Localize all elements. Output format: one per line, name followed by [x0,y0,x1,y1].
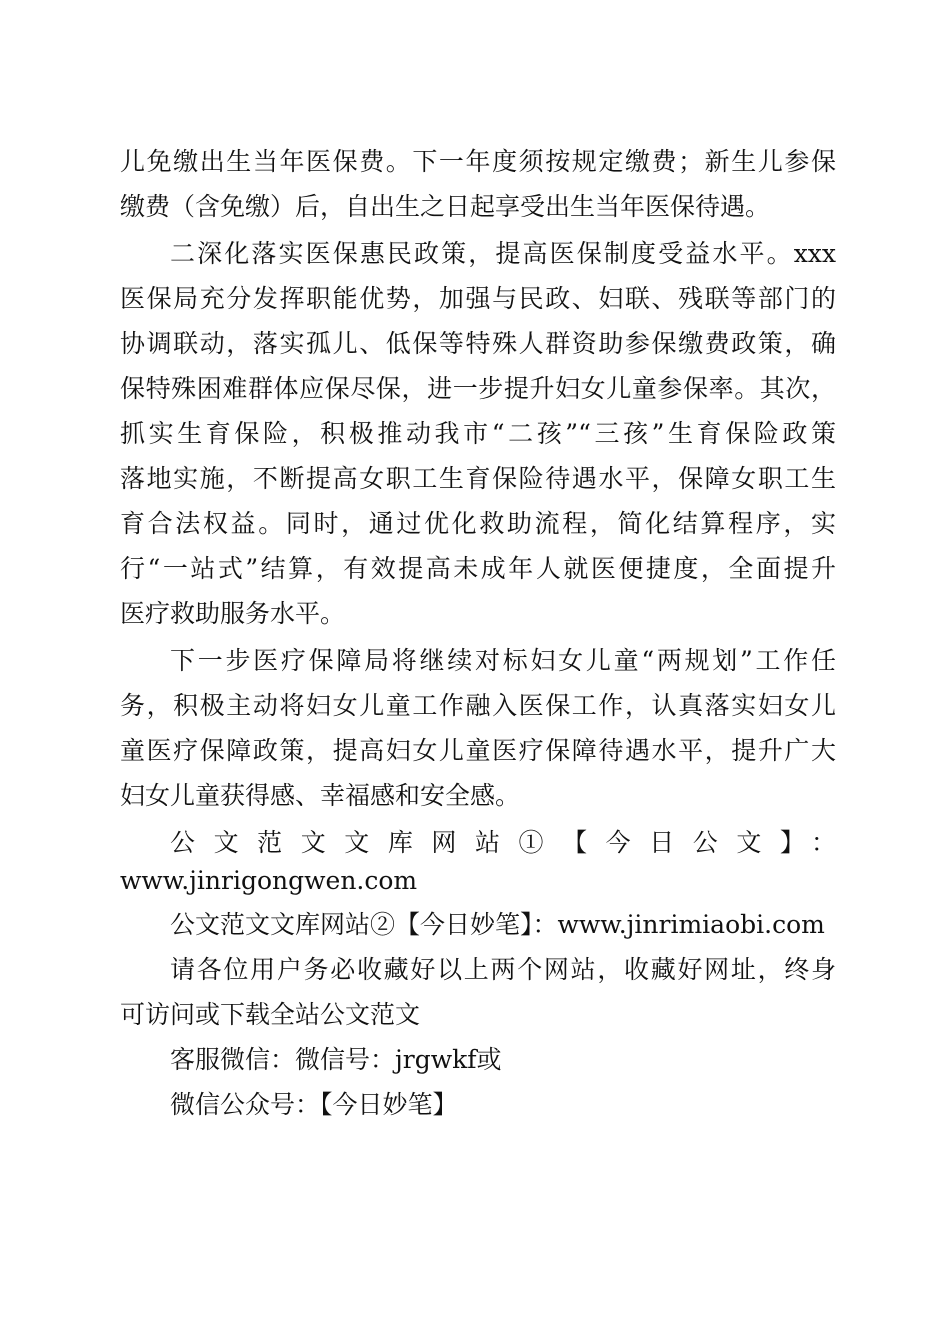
text-line-7: 抓实生育保险，积极推动我市“二孩”“三孩”生育保险政策 [120,419,836,448]
text-line-3: 二深化落实医保惠民政策，提高医保制度受益水平。xxx [170,239,836,268]
text-line-9: 育合法权益。同时，通过优化救助流程，简化结算程序，实 [120,509,836,538]
text-line-11: 医疗救助服务水平。 [120,599,346,628]
customer-service-wechat: 客服微信：微信号：jrgwkf或 [170,1045,502,1074]
website-2-line: 公文范文文库网站②【今日妙笔】：www.jinrimiaobi.com [170,910,825,939]
website-1-url: www.jinrigongwen.com [120,866,418,895]
text-line-8: 落地实施，不断提高女职工生育保险待遇水平，保障女职工生 [120,464,836,493]
text-line-19: 请各位用户务必收藏好以上两个网站，收藏好网址，终身 [170,955,836,984]
text-line-4: 医保局充分发挥职能优势，加强与民政、妇联、残联等部门的 [120,284,836,313]
text-line-6: 保特殊困难群体应保尽保，进一步提升妇女儿童参保率。其次， [120,374,836,403]
text-line-20: 可访问或下载全站公文范文 [120,1000,421,1029]
text-line-5: 协调联动，落实孤儿、低保等特殊人群资助参保缴费政策，确 [120,329,836,358]
website-1-label: 公文范文文库网站①【今日公文】： [170,828,836,857]
text-line-1: 儿免缴出生当年医保费。下一年度须按规定缴费；新生儿参保 [120,147,836,176]
text-line-12: 下一步医疗保障局将继续对标妇女儿童“两规划”工作任 [170,646,836,675]
wechat-official-account: 微信公众号：【今日妙笔】 [170,1090,458,1119]
text-line-14: 童医疗保障政策，提高妇女儿童医疗保障待遇水平，提升广大 [120,736,836,765]
text-line-15: 妇女儿童获得感、幸福感和安全感。 [120,781,521,810]
text-line-10: 行“一站式”结算，有效提高未成年人就医便捷度，全面提升 [120,554,836,583]
text-line-13: 务，积极主动将妇女儿童工作融入医保工作，认真落实妇女儿 [120,691,836,720]
text-line-2: 缴费（含免缴）后，自出生之日起享受出生当年医保待遇。 [120,192,771,221]
